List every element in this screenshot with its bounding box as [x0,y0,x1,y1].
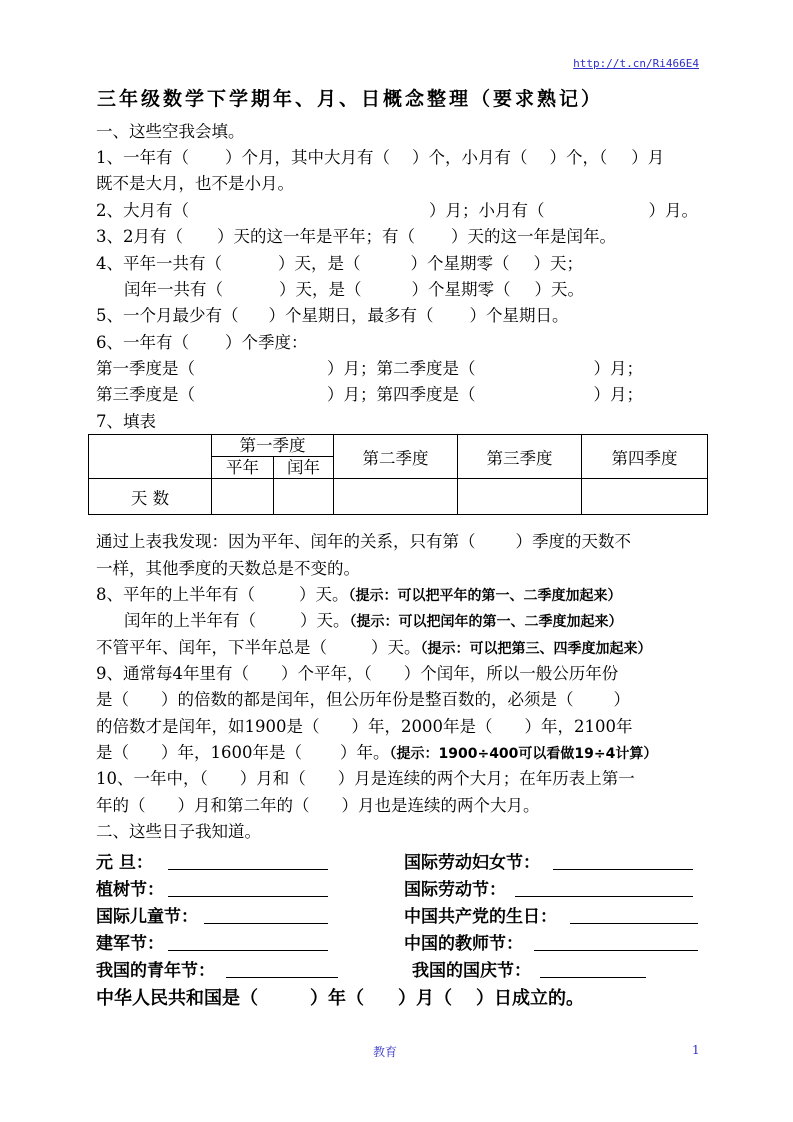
holiday-army-day-blank[interactable] [168,950,328,951]
page-number: 1 [692,1043,700,1057]
section1-heading: 一、这些空我会填。 [96,122,245,141]
table-cell-blank[interactable] [212,479,274,515]
holiday-party-birthday-label: 中国共产党的生日： [404,907,557,927]
question-8: 8、平年的上半年有（ ）天。（提示：可以把平年的第一、二季度加起来） [96,585,622,604]
page-title: 三年级数学下学期年、月、日概念整理（要求熟记） [97,88,604,110]
holiday-womens-day-blank[interactable] [553,869,693,870]
question-1: 1、一年有（ ）个月，其中大月有（ ）个，小月有（ ）个，（ ）月 [96,148,665,167]
header-link[interactable]: http://t.cn/Ri466E4 [573,57,699,70]
table-header-q4: 第四季度 [582,435,708,479]
table-cell-blank[interactable] [582,479,708,515]
question-10: 10、一年中，（ ）月和（ ）月是连续的两个大月；在年历表上第一 [96,769,635,788]
holiday-youth-day-label: 我国的青年节： [96,961,215,981]
table-cell-blank[interactable] [334,479,458,515]
table-header-leap-year: 闰年 [274,457,334,479]
table-row-label-days: 天 数 [89,479,212,515]
question-10-line2: 年的（ ）月和第二年的（ ）月也是连续的两个大月。 [96,796,540,815]
holiday-childrens-day-label: 国际儿童节： [96,907,198,927]
holiday-childrens-day-blank[interactable] [204,923,328,924]
section2-heading: 二、这些日子我知道。 [96,822,261,841]
holiday-new-year-blank[interactable] [168,869,328,870]
holiday-arbor-day-blank[interactable] [168,896,328,897]
question-2: 2、大月有（ ）月；小月有（ ）月。 [96,201,698,220]
table-cell-blank[interactable] [274,479,334,515]
footer-center-text: 教育 [373,1045,398,1059]
question-8-line3: 不管平年、闰年，下半年总是（ ）天。（提示：可以把第三、四季度加起来） [96,638,652,657]
question-8-line2: 闰年的上半年有（ ）天。（提示：可以把闰年的第一、二季度加起来） [124,611,623,630]
holiday-national-day-blank[interactable] [540,977,646,978]
holiday-national-day-label: 我国的国庆节： [412,961,531,981]
holiday-youth-day-blank[interactable] [226,977,338,978]
question-6-line3: 第三季度是（ ）月；第四季度是（ ）月； [96,385,643,404]
holiday-teachers-day-blank[interactable] [534,950,698,951]
table-header-q1: 第一季度 [212,435,334,457]
question-7-conclusion: 通过上表我发现：因为平年、闰年的关系，只有第（ ）季度的天数不 [96,532,631,551]
holiday-teachers-day-label: 中国的教师节： [404,934,523,954]
question-1-line2: 既不是大月，也不是小月。 [96,174,294,193]
question-5: 5、一个月最少有（ ）个星期日，最多有（ ）个星期日。 [96,306,569,325]
table-cell-blank[interactable] [458,479,582,515]
question-7-label: 7、填表 [96,412,156,431]
question-9-line4: 是（ ）年，1600年是（ ）年。（提示：1900÷400可以看做19÷4计算） [96,743,658,762]
holiday-army-day-label: 建军节： [96,934,164,954]
question-6-line2: 第一季度是（ ）月；第二季度是（ ）月； [96,359,643,378]
question-9-line3: 的倍数才是闰年，如1900是（ ）年，2000年是（ ）年，2100年 [96,717,633,736]
question-4-line2: 闰年一共有（ ）天，是（ ）个星期零（ ）天。 [124,280,584,299]
question-7-conclusion-line2: 一样，其他季度的天数总是不变的。 [96,559,360,578]
holiday-labour-day-blank[interactable] [515,896,693,897]
quarter-days-table [88,434,708,515]
question-9: 9、通常每4年里有（ ）个平年，（ ）个闰年，所以一般公历年份 [96,664,619,683]
table-header-q2: 第二季度 [334,435,458,479]
holiday-arbor-day-label: 植树节： [96,880,164,900]
table-header-q3: 第三季度 [458,435,582,479]
prc-founding-question: 中华人民共和国是（ ）年（ ）月（ ）日成立的。 [96,988,584,1009]
table-header-normal-year: 平年 [212,457,274,479]
holiday-new-year-label: 元 旦： [96,853,153,873]
question-6: 6、一年有（ ）个季度： [96,333,308,352]
table-corner-cell [89,435,212,479]
question-4: 4、平年一共有（ ）天，是（ ）个星期零（ ）天； [96,254,583,273]
holiday-womens-day-label: 国际劳动妇女节： [404,853,540,873]
question-3: 3、2月有（ ）天的这一年是平年；有（ ）天的这一年是闰年。 [96,227,616,246]
question-9-line2: 是（ ）的倍数的都是闰年，但公历年份是整百数的，必须是（ ） [96,690,630,709]
holiday-labour-day-label: 国际劳动节： [404,880,506,900]
holiday-party-birthday-blank[interactable] [570,923,698,924]
